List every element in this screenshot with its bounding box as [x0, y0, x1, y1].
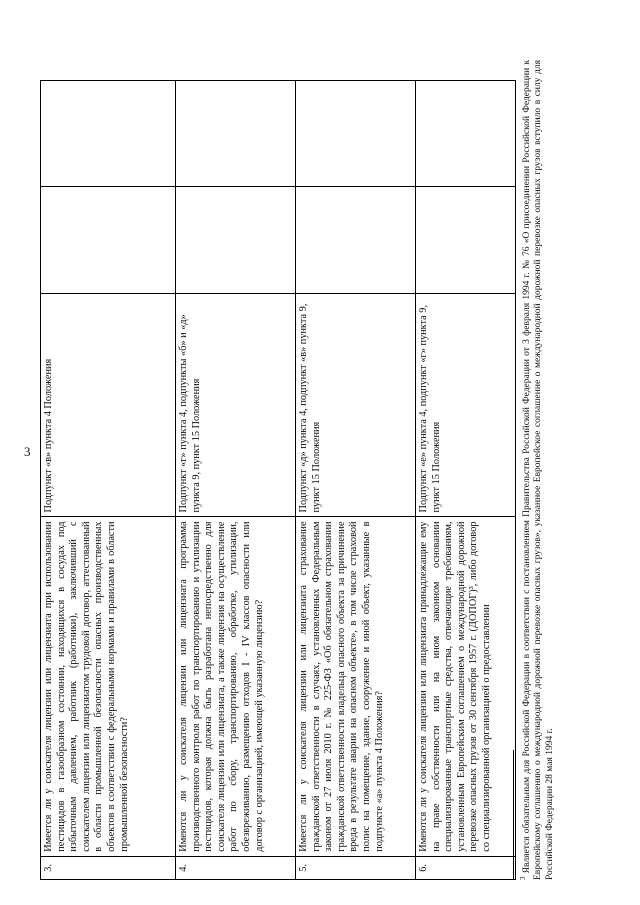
reference-cell: Подпункт «в» пункта 4 Положения	[41, 293, 176, 517]
answer-cell	[416, 187, 516, 293]
reference-cell: Подпункт «г» пункта 4, подпункты «б» и «д» пункта 9, пункт 15 Положения	[176, 293, 296, 517]
footnote-mark: 3	[519, 876, 527, 880]
question-cell: Имеется ли у соискателя лицензии или лицензиата при использовании пестицидов в газообразном состоянии, находящихся в сосудах под избыточным давлением, работник (работники), заключивший с соискателем лицензии или лицензиатом трудовой договор, аттестованный в области промышленной безопасности опасных производственных объектов в соответствии с федеральными нормами и правилами в области промышленной безопасности?	[41, 517, 176, 856]
table-row	[416, 81, 516, 880]
footnote-text: Является обязательным для Российской Федерации в соответствии с постановлением Правительства Российской Федерации от 3 февраля 1994 г. № 76 «О присоединении Российской Федерации к Европейскому соглашению о международной дорожной перевозке опасных грузов», указанное Европейское соглашение о международной дорожной перевозке опасных грузов вступило в силу для Российской Федерации 28 мая 1994 г.	[522, 60, 555, 880]
reference-cell: Подпункт «е» пункта 4, подпункт «г» пункта 9, пункт 15 Положения	[416, 293, 516, 517]
note-cell	[41, 81, 176, 187]
question-cell: Имеются ли у соискателя лицензии или лицензиата программа производственного контроля работ по транспортированию и утилизации пестицидов, которая должна быть разработана непосредственно для соискателя лицензии или лицензиата, а также лицензия на осуществление работ по сбору, транспортированию, обработке, утилизации, обезвреживанию, размещению отходов I - IV классов опасности или договор с организацией, имеющей указанную лицензию?	[176, 517, 296, 856]
footnote-divider	[513, 750, 514, 880]
question-cell: Имеется ли у соискателя лицензии или лицензиата страхование гражданской ответственности в случаях, установленных Федеральным законом от 27 июля 2010 г. № 225-ФЗ «Об обязательном страховании гражданской ответственности владельца опасного объекта за причинение вреда в результате аварии на опасном объекте», в том числе страховой полис на помещение, здание, сооружение и иной объект, указанные в подпункте «а» пункта 4 Положения?	[296, 517, 416, 856]
row-number: 6.	[416, 856, 516, 879]
checklist-table	[40, 80, 516, 880]
table-row	[176, 81, 296, 880]
row-number: 4.	[176, 856, 296, 879]
question-cell: Имеются ли у соискателя лицензии или лицензиата принадлежащие ему на праве собственности или на ином законном основании специализированные транспортные средства, отвечающие требованиям, установленным Европейским соглашением о международной дорожной перевозке опасных грузов от 30 сентября 1957 г. (ДОПОГ)³, либо договор со специализированной организацией о предоставлении	[416, 517, 516, 856]
note-cell	[416, 81, 516, 187]
footnote	[518, 60, 556, 880]
row-number: 3.	[41, 856, 176, 879]
note-cell	[176, 81, 296, 187]
row-number: 5.	[296, 856, 416, 879]
answer-cell	[176, 187, 296, 293]
note-cell	[296, 81, 416, 187]
reference-cell: Подпункт «д» пункта 4, подпункт «в» пункта 9, пункт 15 Положения	[296, 293, 416, 517]
rotated-page	[40, 20, 600, 880]
answer-cell	[296, 187, 416, 293]
table-row	[296, 81, 416, 880]
page-number: 3	[24, 444, 31, 459]
answer-cell	[41, 187, 176, 293]
table-row	[41, 81, 176, 880]
